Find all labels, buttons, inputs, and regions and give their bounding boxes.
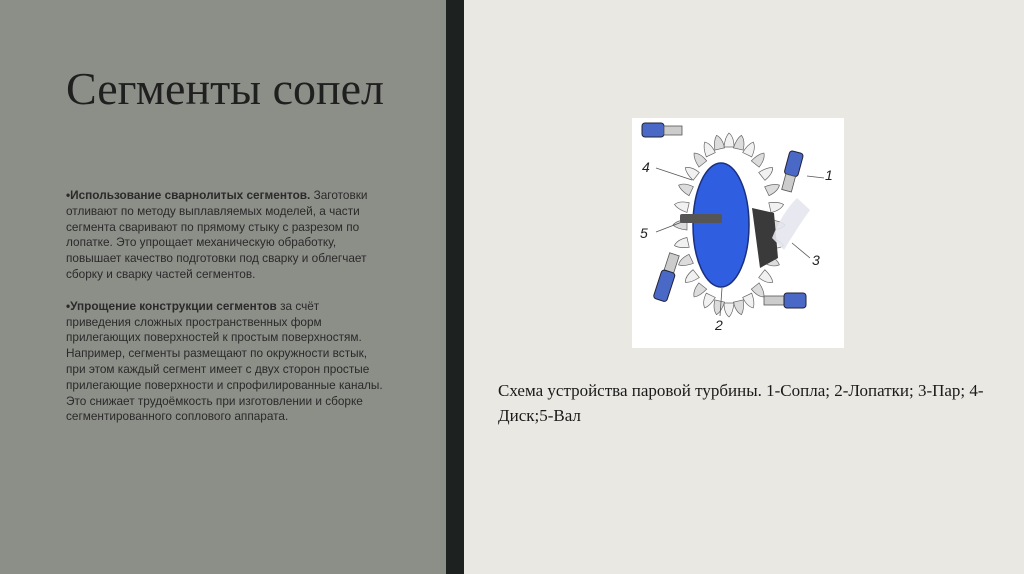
body-text: [66, 188, 384, 441]
turbine-blade: [759, 164, 776, 181]
label-4: 4: [642, 159, 650, 175]
turbine-blade: [724, 133, 734, 147]
vertical-divider: [446, 0, 464, 574]
label-2: 2: [715, 317, 723, 333]
left-panel: [0, 0, 446, 574]
label-1: 1: [825, 167, 833, 183]
turbine-blade: [673, 200, 689, 213]
turbine-blade: [676, 181, 693, 196]
paragraph-2: [66, 299, 384, 425]
turbine-blade: [743, 293, 758, 310]
paragraph-1-text: Заготовки отливают по методу выплавляемых моделей, а части сегмента сваривают по прямому стыку с разрезом по лопатке. Это упрощает механическую обработку, повышает качество подготовки под сварку и облегчает сборку и сварку частей сегментов.: [66, 188, 368, 281]
leader-3: [792, 243, 810, 258]
paragraph-2-text: за счёт приведения сложных пространственных форм прилегающих поверхностей к простым поверхностям. Например, сегменты размещают по окружности встык, при этом каждый сегмент имеет с двух сторон простые прилегающие поверхности и спрофилированные каналы. Это снижает трудоёмкость при изготовлении и сборке сегментированного соплового аппарата.: [66, 298, 383, 424]
turbine-blade: [700, 140, 715, 157]
label-5: 5: [640, 225, 648, 241]
turbine-blade: [733, 134, 746, 150]
turbine-blade: [673, 238, 689, 251]
turbine-blade: [743, 140, 758, 157]
figure-caption: Схема устройства паровой турбины. 1-Сопла; 2-Лопатки; 3-Пар; 4-Диск;5-Вал: [498, 381, 984, 425]
leader-1: [807, 176, 824, 178]
slide-title: Сегменты сопел: [66, 63, 384, 114]
nozzle-top-left: [642, 123, 682, 137]
nozzle-right: [780, 150, 804, 192]
turbine-blade: [690, 150, 707, 167]
nozzle-bottom-left: [653, 252, 681, 302]
turbine-blade: [682, 270, 699, 287]
paragraph-1: [66, 188, 384, 283]
paragraph-1-heading: •Использование сварнолитых сегментов.: [66, 188, 311, 202]
turbine-diagram: [632, 118, 844, 348]
turbine-blade: [733, 300, 746, 316]
turbine-blade: [759, 270, 776, 287]
paragraph-2-heading: •Упрощение конструкции сегментов: [66, 298, 277, 313]
turbine-blade: [769, 200, 785, 213]
turbine-blade: [700, 293, 715, 310]
turbine-shaft: [680, 214, 722, 223]
turbine-blade: [712, 300, 725, 316]
turbine-blade: [724, 303, 734, 317]
label-3: 3: [812, 252, 820, 268]
nozzle-bottom-right: [764, 293, 806, 308]
turbine-blade: [765, 181, 782, 196]
turbine-blade: [712, 134, 725, 150]
turbine-diagram-svg: [632, 118, 844, 348]
turbine-disk: [693, 163, 749, 287]
